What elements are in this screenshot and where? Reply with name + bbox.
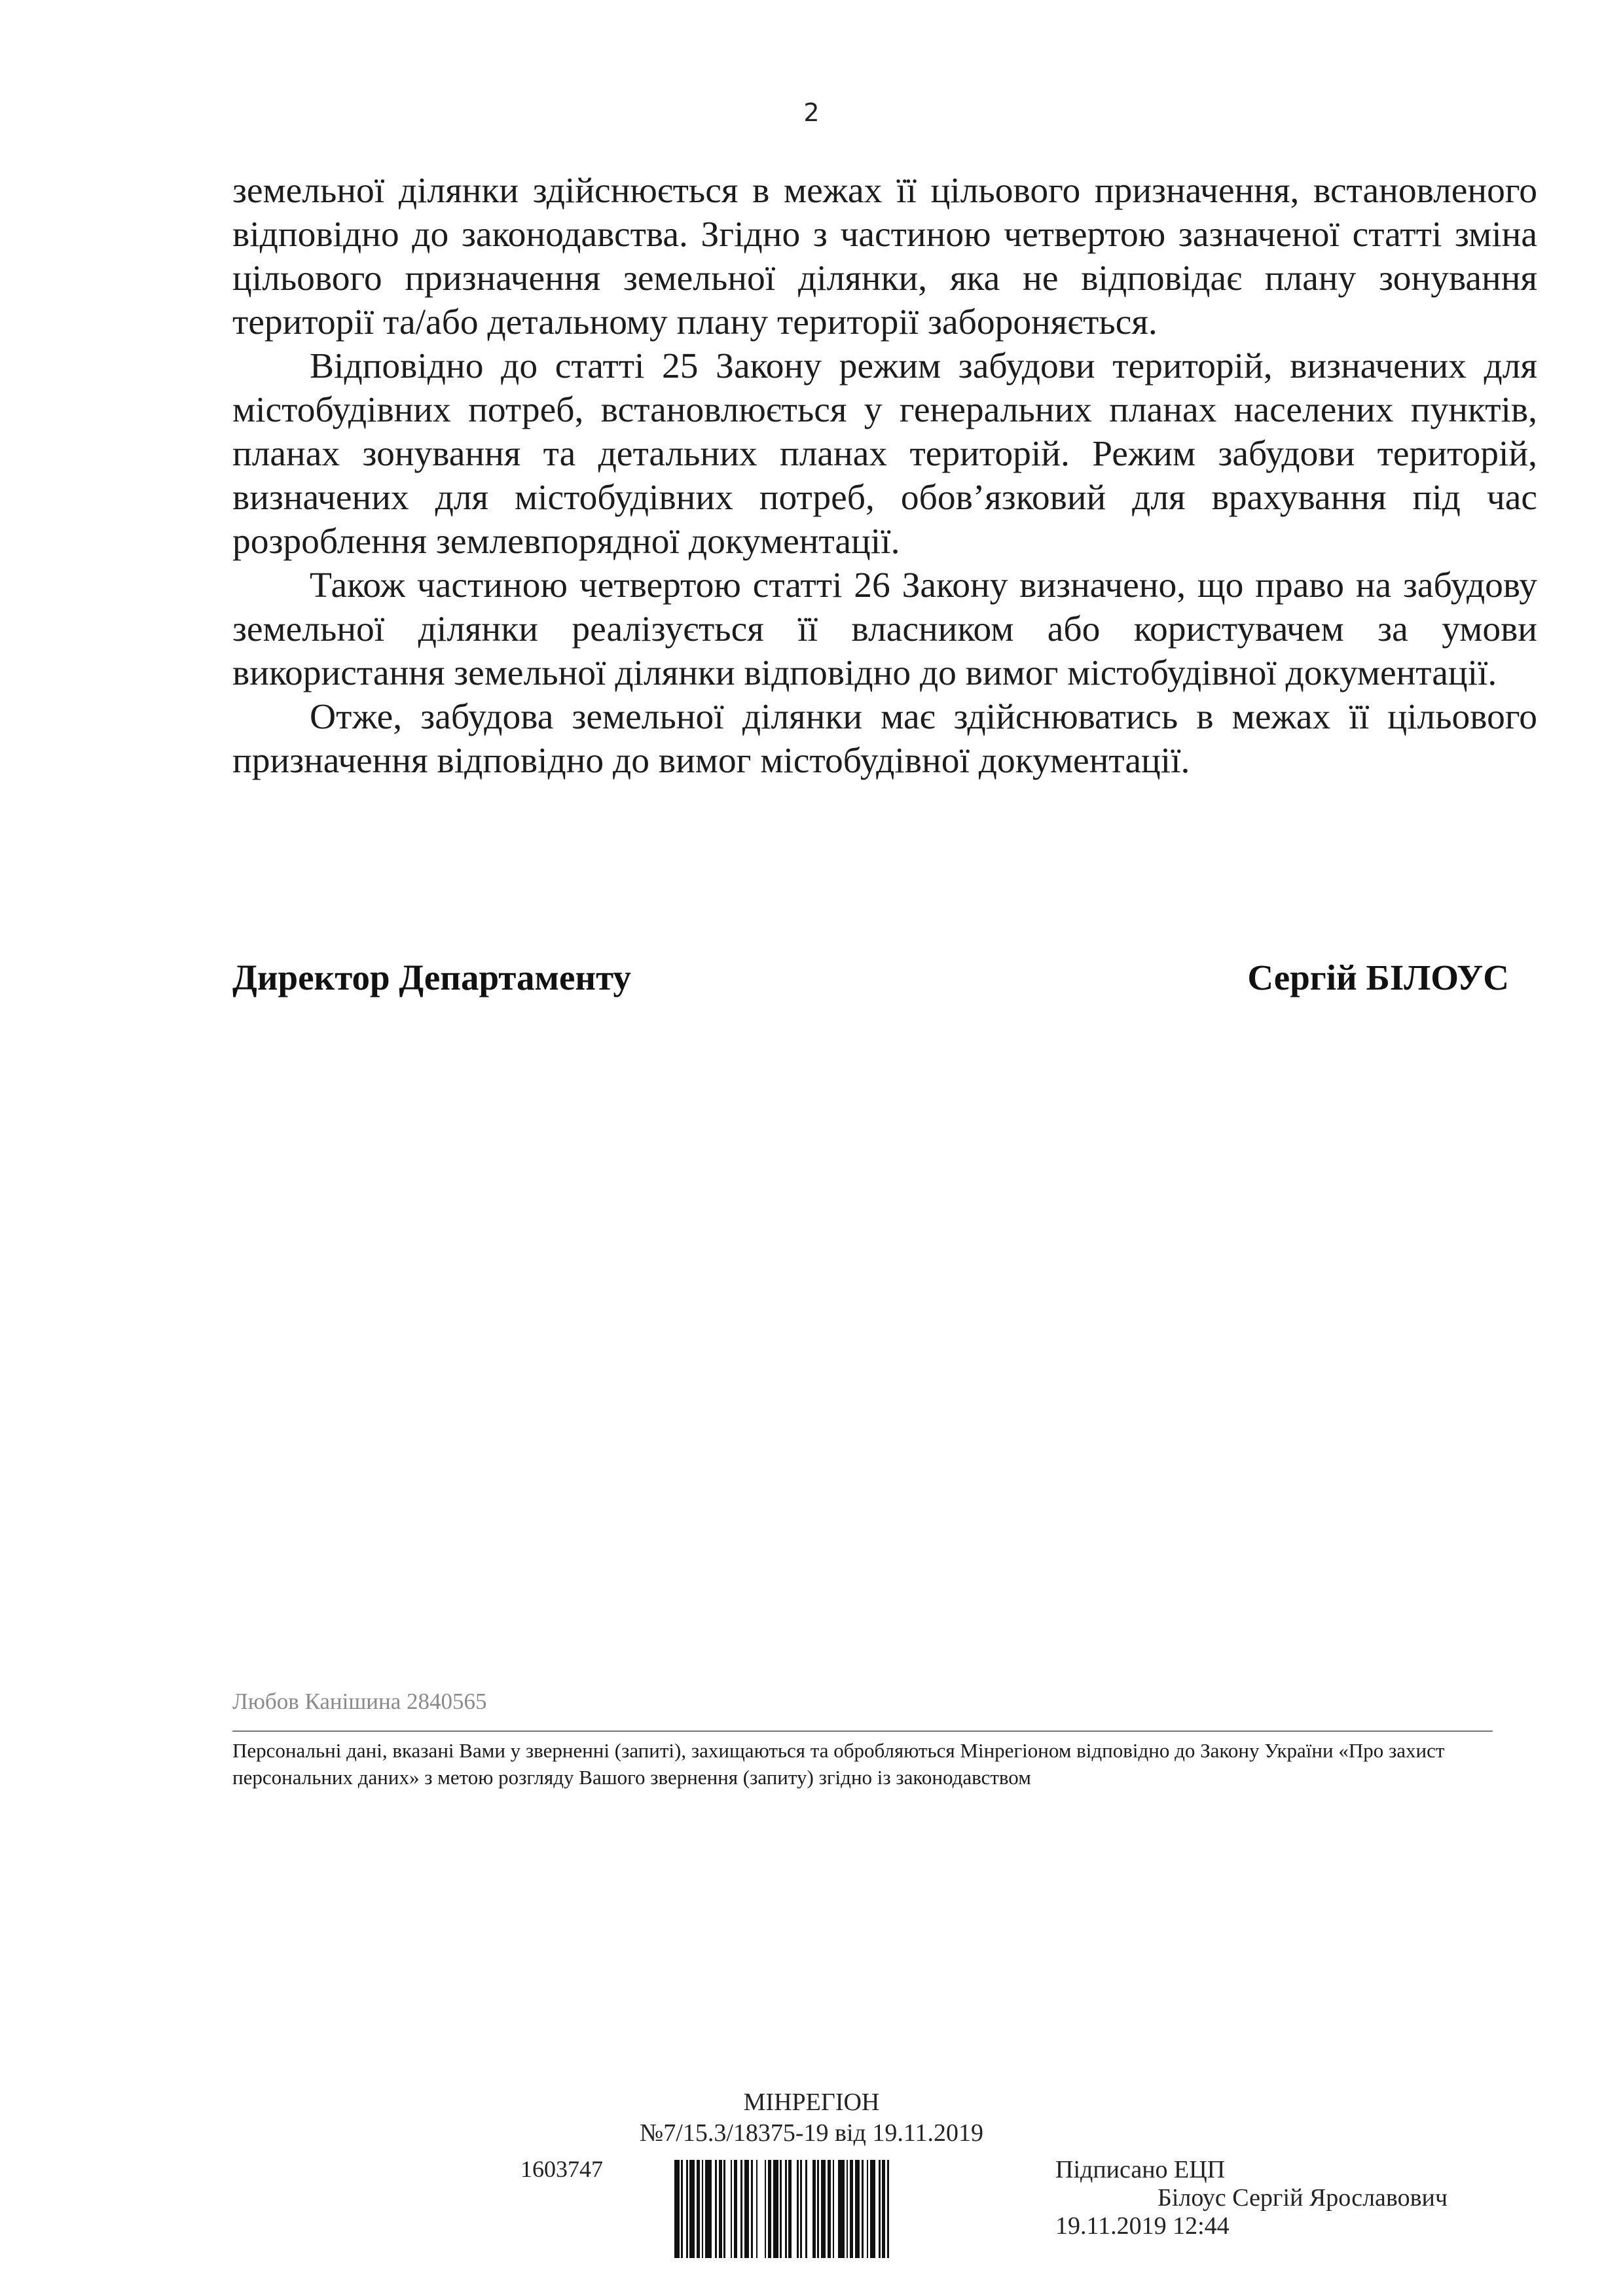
stamp-organization: МІНРЕГІОН	[743, 2089, 880, 2116]
barcode-bar	[719, 2160, 722, 2258]
barcode-bar	[780, 2160, 782, 2258]
barcode-bar	[674, 2160, 680, 2258]
barcode-bar	[855, 2160, 860, 2258]
barcode-bar	[697, 2160, 700, 2258]
signer-name: Білоус Сергій Ярославович	[1158, 2184, 1448, 2212]
barcode-bar	[765, 2160, 767, 2258]
barcode-bar	[882, 2160, 885, 2258]
barcode-bar	[715, 2160, 717, 2258]
page-number: 2	[803, 98, 820, 127]
barcode-bar	[867, 2160, 869, 2258]
barcode-bar	[828, 2160, 831, 2258]
footer-divider	[232, 1731, 1493, 1732]
barcode-bar	[788, 2160, 792, 2258]
barcode-bar	[686, 2160, 688, 2258]
barcode-bar	[689, 2160, 695, 2258]
barcode-bar	[705, 2160, 712, 2258]
barcode-bar	[838, 2160, 845, 2258]
barcode-bar	[734, 2160, 737, 2258]
barcode-bar	[785, 2160, 787, 2258]
paragraph-article-26: Також частиною четвертою статті 26 Закону визначено, що право на забудову земельної ділянки реалізується її власником або користувачем за умови використання земельної ділянки відповідно до вимог містобудівної документації.	[232, 565, 1537, 693]
barcode-bar	[773, 2160, 778, 2258]
barcode-bar	[887, 2160, 889, 2258]
barcode-bar	[797, 2160, 799, 2258]
registration-stamp	[0, 2088, 1623, 2284]
paragraph-article-25: Відповідно до статті 25 Закону режим забудови територій, визначених для містобудівних потреб, встановлюється у генеральних планах населених пунктів, планах зонування та детальних планах територій. Режим забудови територій, визначених для містобудівних потреб, обов’язковий для врахування під час розроблення землевпорядної документації.	[232, 346, 1537, 562]
barcode-bar	[805, 2160, 807, 2258]
barcode-bar	[870, 2160, 875, 2258]
barcode-bar	[850, 2160, 853, 2258]
paragraph-conclusion: Отже, забудова земельної ділянки має здійснюватись в межах її цільового призначення відповідно до вимог містобудівної документації.	[232, 697, 1537, 781]
barcode-bar	[862, 2160, 864, 2258]
stamp-registration-number: №7/15.3/18375-19 від 19.11.2019	[640, 2119, 983, 2147]
signatory-title: Директор Департаменту	[232, 958, 631, 997]
executor-info: Любов Канішина 2840565	[232, 1689, 487, 1714]
digital-signature-label: Підписано ЕЦП	[1055, 2156, 1226, 2183]
barcode-bar	[756, 2160, 758, 2258]
barcode-bar	[847, 2160, 848, 2258]
barcode-bar	[817, 2160, 819, 2258]
barcode-bar	[879, 2160, 881, 2258]
privacy-notice: Персональні дані, вказані Вами у зверненні (запиті), захищаються та обробляються Мінрегіоном відповідно до Закону України «Про захист персональних даних» з метою розгляду Вашого звернення (запиту) згідно із законодавством	[232, 1739, 1445, 1789]
signatory-name: Сергій БІЛОУС	[1247, 958, 1509, 997]
signature-datetime: 19.11.2019 12:44	[1055, 2212, 1230, 2240]
barcode-bar	[768, 2160, 771, 2258]
barcode-bar	[702, 2160, 704, 2258]
barcode-bar	[723, 2160, 725, 2258]
barcode-bar	[744, 2160, 750, 2258]
barcode-bar	[833, 2160, 835, 2258]
barcode-bar	[740, 2160, 742, 2258]
document-id: 1603747	[520, 2156, 603, 2182]
barcode-icon	[674, 2160, 943, 2258]
letter-body	[232, 169, 1537, 783]
barcode-bar	[821, 2160, 826, 2258]
barcode-bar	[751, 2160, 753, 2258]
barcode-bar	[731, 2160, 733, 2258]
barcode-bar	[681, 2160, 683, 2258]
barcode-bar	[812, 2160, 816, 2258]
barcode-bar	[800, 2160, 802, 2258]
paragraph-continuation: земельної ділянки здійснюється в межах її цільового призначення, встановленого відповідно до законодавства. Згідно з частиною четвертою зазначеної статті зміна цільового призначення земельної ділянки, яка не відповідає плану зонування території та/або детальному плану території забороняється.	[232, 171, 1537, 342]
